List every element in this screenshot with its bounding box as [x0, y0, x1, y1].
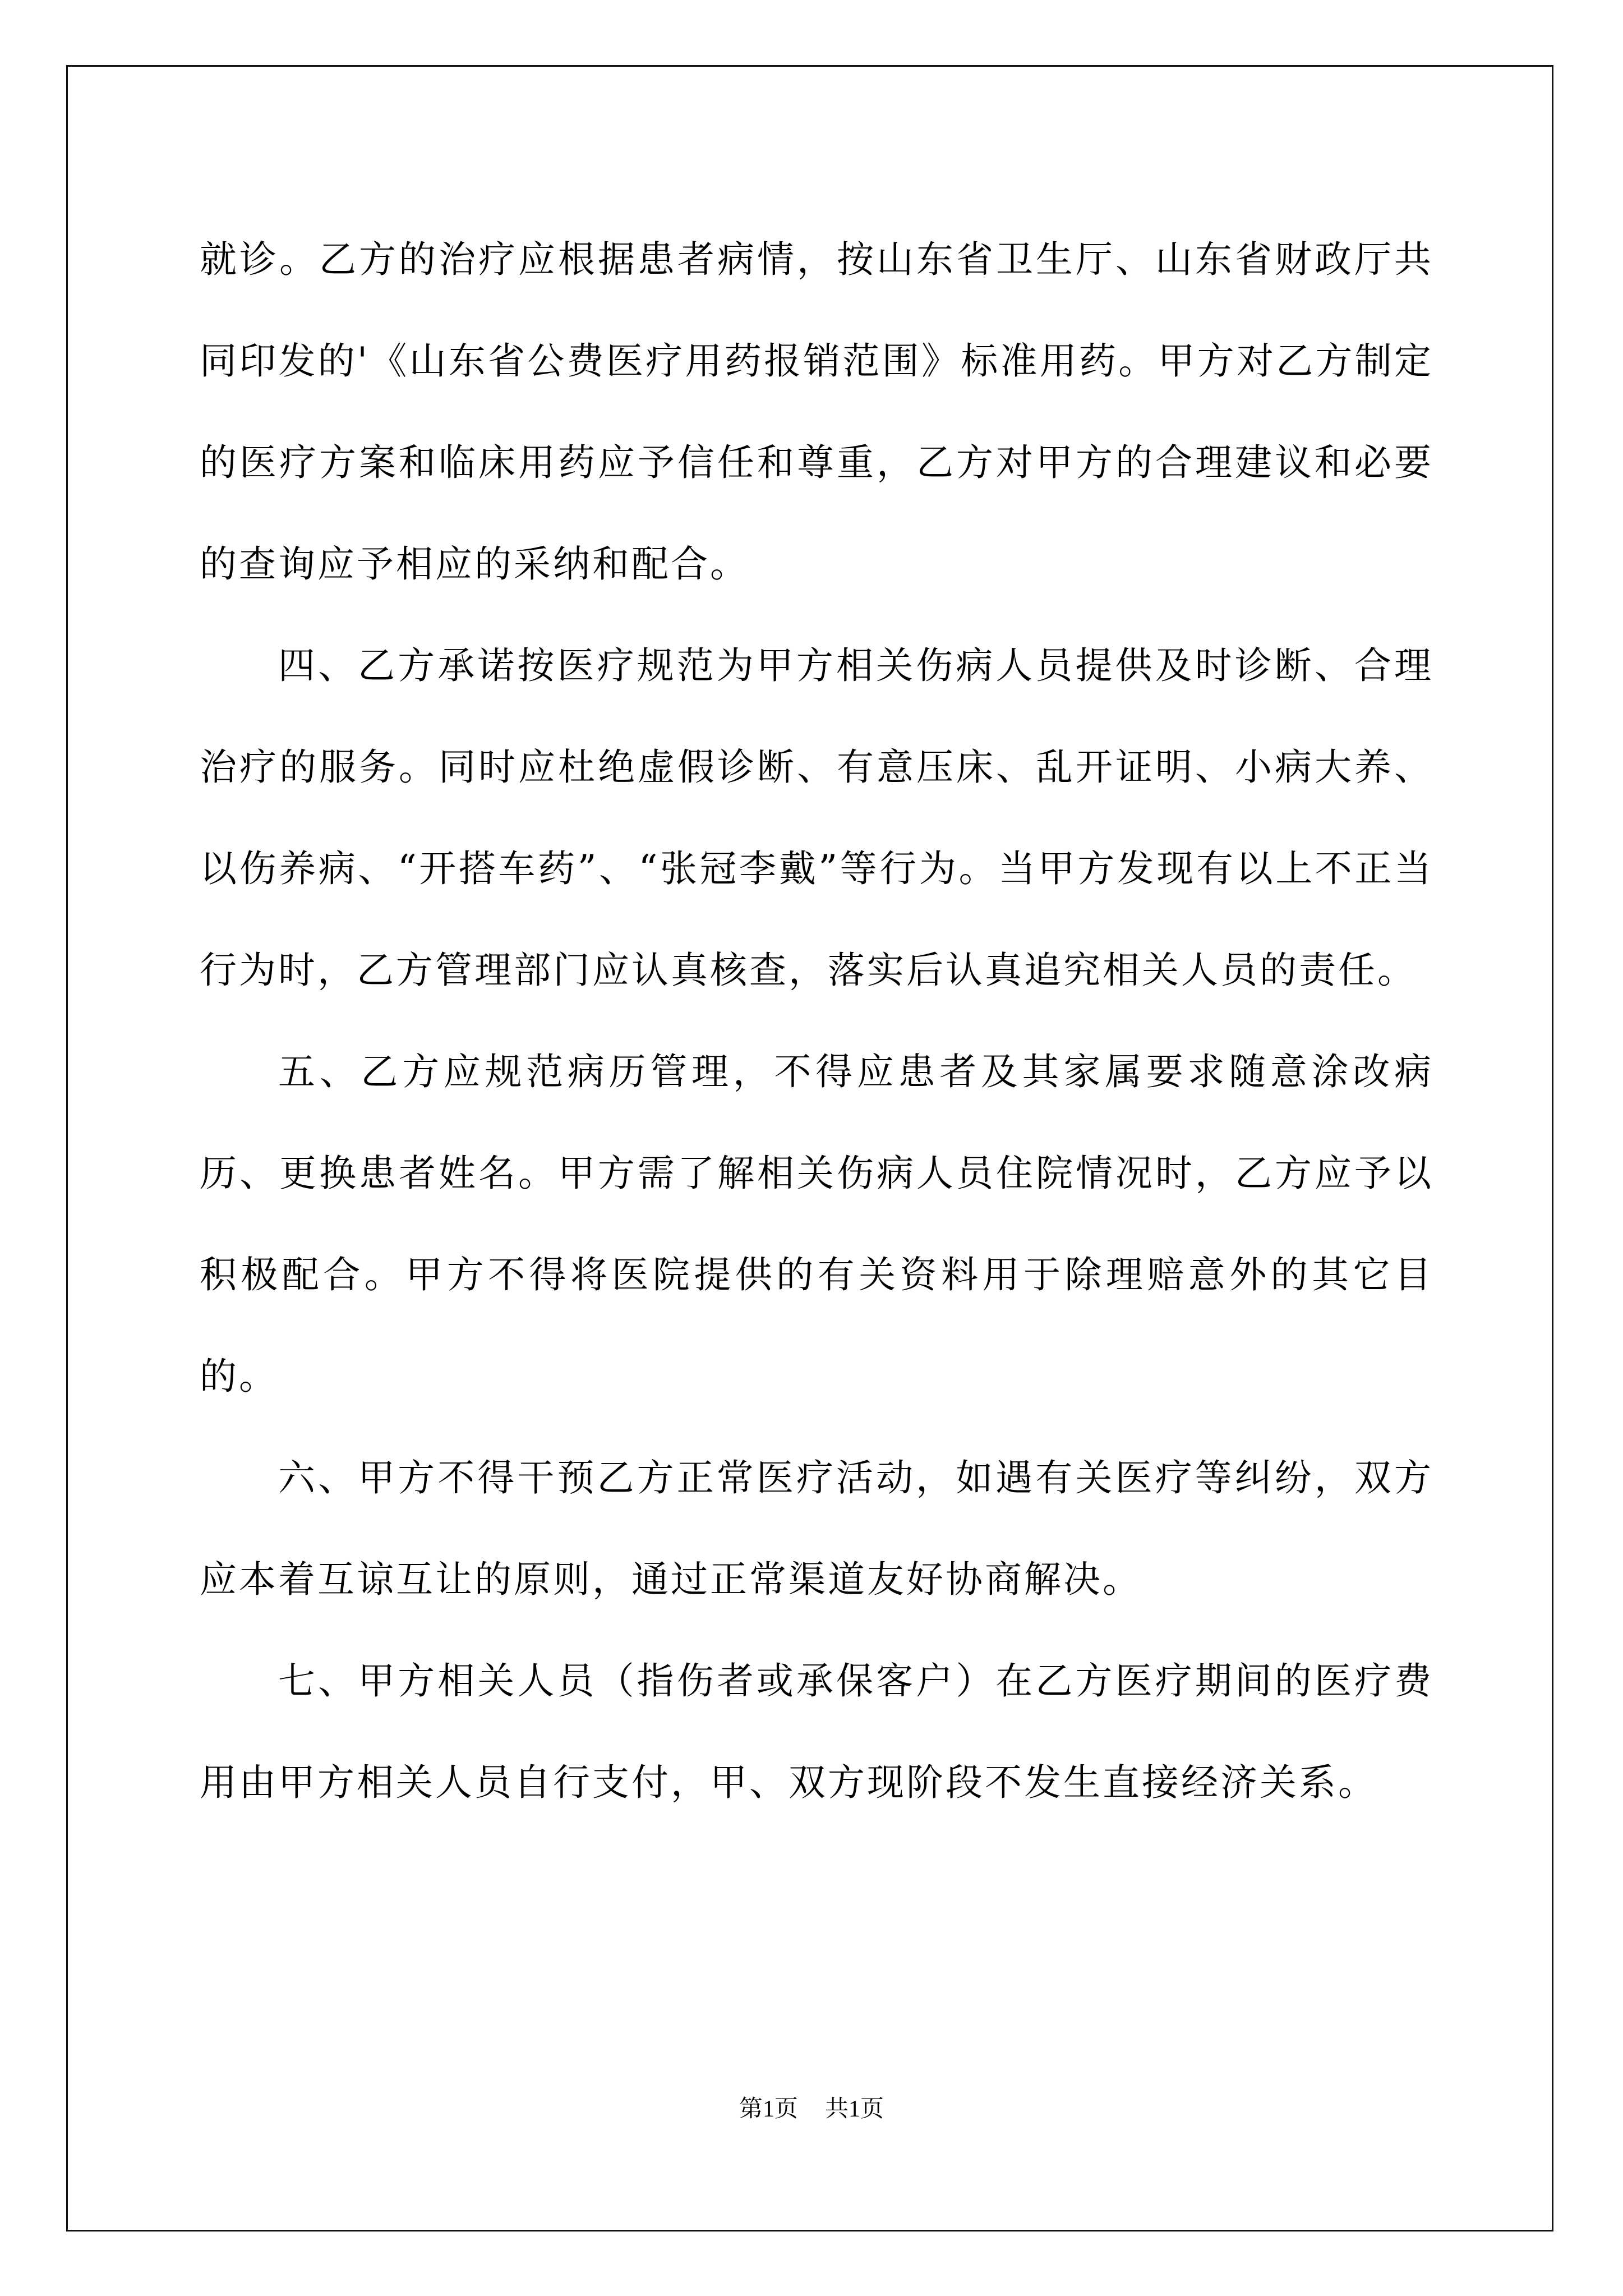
page-number: 第1页 — [739, 2096, 798, 2122]
document-body — [200, 209, 1433, 1833]
paragraph-clause-5: 五、乙方应规范病历管理，不得应患者及其家属要求随意涂改病历、更换患者姓名。甲方需了解相关伤病人员住院情况时，乙方应予以积极配合。甲方不得将医院提供的有关资料用于除理赔意外的其它目的。 — [200, 1050, 1433, 1398]
page-footer — [0, 2095, 1623, 2123]
paragraph-clause-7: 七、甲方相关人员（指伤者或承保客户）在乙方医疗期间的医疗费用由甲方相关人员自行支付，甲、双方现阶段不发生直接经济关系。 — [200, 1659, 1433, 1804]
page-total: 共1页 — [825, 2096, 884, 2122]
paragraph-continuation: 就诊。乙方的治疗应根据患者病情，按山东省卫生厅、山东省财政厅共同印发的'《山东省公费医疗用药报销范围》标准用药。甲方对乙方制定的医疗方案和临床用药应予信任和尊重，乙方对甲方的合理建议和必要的查询应予相应的采纳和配合。 — [200, 238, 1433, 586]
paragraph-clause-6: 六、甲方不得干预乙方正常医疗活动，如遇有关医疗等纠纷，双方应本着互谅互让的原则，通过正常渠道友好协商解决。 — [200, 1456, 1433, 1601]
paragraph-clause-4: 四、乙方承诺按医疗规范为甲方相关伤病人员提供及时诊断、合理治疗的服务。同时应杜绝虚假诊断、有意压床、乱开证明、小病大养、以伤养病、“开搭车药”、“张冠李戴”等行为。当甲方发现有以上不正当行为时，乙方管理部门应认真核查，落实后认真追究相关人员的责任。 — [200, 644, 1433, 992]
